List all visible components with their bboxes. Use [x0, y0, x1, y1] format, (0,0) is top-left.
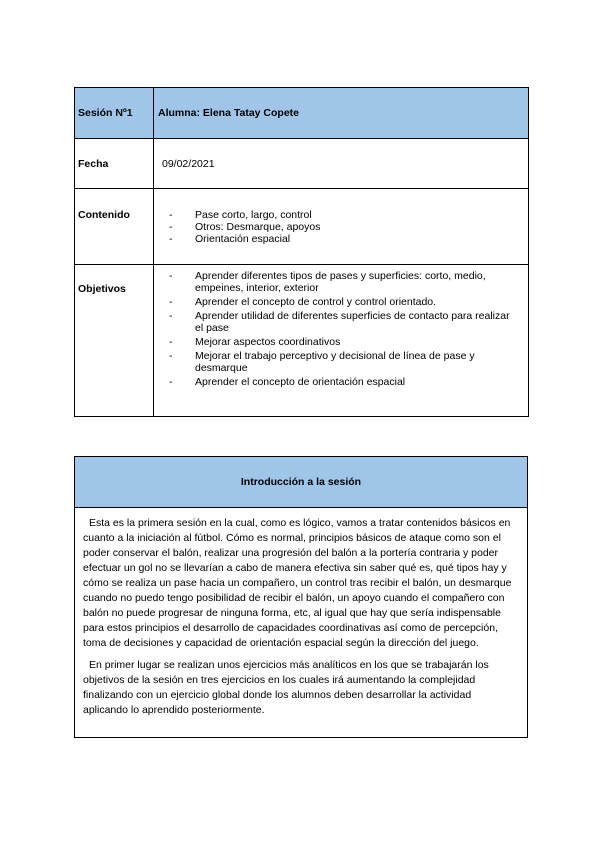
content-item: - Orientación espacial [169, 233, 527, 245]
session-number-cell: Sesión Nº1 [75, 88, 154, 139]
objectives-label: Objetivos [75, 265, 154, 417]
date-label: Fecha [75, 139, 154, 189]
date-row [75, 139, 529, 189]
session-info-table [74, 87, 529, 417]
content-item: - Pase corto, largo, control [169, 209, 527, 221]
content-row [75, 189, 529, 265]
objective-item: - Aprender el concepto de orientación espacial [169, 376, 513, 388]
content-label: Contenido [75, 189, 154, 265]
introduction-paragraph: Esta es la primera sesión en la cual, como es lógico, vamos a tratar contenidos básicos en cuanto a la iniciación al fútbol. Cómo es normal, principios básicos de ataque como son el poder conservar el balón, realizar una progresión del balón a la portería contraria y poder efectuar un gol no se llevarían a cabo de manera efectiva sin saber qué es, qué tipos hay y cómo se realiza un pase hacia un compañero, un control tras recibir el balón, un desmarque cuando no puedo tengo posibilidad de recibir el balón, un apoyo cuando el compañero con balón no puede progresar de ninguna forma, etc, al igual que hay que sería indispensable para estos principios el desarrollo de capacidades coordinativas así como de percepción, toma de decisiones y capacidad de orientación espacial según la dirección del juego. [83, 517, 512, 649]
objectives-cell [154, 265, 529, 417]
content-list [155, 209, 527, 245]
introduction-title: Introducción a la sesión [75, 457, 527, 508]
objective-item: - Aprender el concepto de control y control orientado. [169, 296, 513, 308]
objective-item: - Mejorar aspectos coordinativos [169, 336, 513, 348]
objectives-list [155, 270, 527, 388]
content-cell [154, 189, 529, 265]
student-name-cell: Alumna: Elena Tatay Copete [154, 88, 529, 139]
objective-item: - Mejorar el trabajo perceptivo y decisional de línea de pase y desmarque [169, 350, 513, 374]
objectives-row [75, 265, 529, 417]
introduction-paragraph: En primer lugar se realizan unos ejercicios más analíticos en los que se trabajarán los objetivos de la sesión en tres ejercicios en los cuales irá aumentando la complejidad finalizando con un ejercicio global donde los alumnos deben desarrollar la actividad aplicando lo aprendido posteriormente. [83, 659, 489, 716]
content-item: - Otros: Desmarque, apoyos [169, 221, 527, 233]
introduction-section [74, 456, 528, 738]
objective-item: - Aprender diferentes tipos de pases y superficies: corto, medio, empeines, interior, exterior [169, 270, 513, 294]
date-value: 09/02/2021 [154, 139, 529, 189]
objective-item: - Aprender utilidad de diferentes superficies de contacto para realizar el pase [169, 310, 513, 334]
introduction-body [75, 508, 527, 737]
header-row [75, 88, 529, 139]
